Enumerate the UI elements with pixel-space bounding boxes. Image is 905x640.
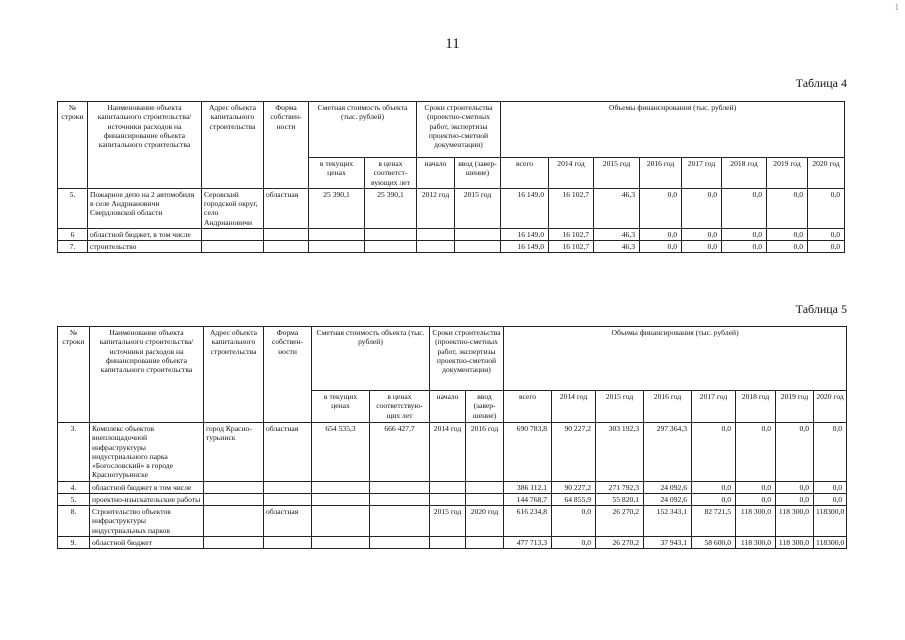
cell-y2020: 0,0 bbox=[814, 493, 847, 505]
cell-y2016: 152 343,1 bbox=[644, 506, 692, 537]
cell-address bbox=[204, 506, 264, 537]
cell-start bbox=[430, 493, 466, 505]
header-2016: 2016 год bbox=[640, 158, 682, 189]
cell-end bbox=[455, 228, 501, 240]
cell-y2019: 0,0 bbox=[776, 493, 814, 505]
cell-y2020: 0,0 bbox=[814, 481, 847, 493]
cell-name: Пожарное депо на 2 автомобиля в селе Андриановичи Свердловской области bbox=[88, 188, 202, 228]
cell-est-prices bbox=[365, 228, 417, 240]
cell-address bbox=[202, 228, 264, 240]
table-5-body bbox=[58, 423, 847, 549]
cell-end: 2016 год bbox=[466, 423, 504, 482]
cell-address: город Красно-турьинск bbox=[204, 423, 264, 482]
cell-total: 16 149,0 bbox=[501, 188, 549, 228]
cell-y2019: 118 300,0 bbox=[776, 506, 814, 537]
cell-y2015: 55 820,1 bbox=[596, 493, 644, 505]
header-2018: 2018 год bbox=[722, 158, 767, 189]
header-name: Наименование объекта капитального строительства/ источники расходов на финансирование объекта капитального строительства bbox=[88, 102, 202, 189]
table-4-header bbox=[58, 102, 845, 189]
cell-y2020: 0,0 bbox=[808, 241, 845, 253]
cell-num: 4. bbox=[58, 481, 90, 493]
cell-y2019: 0,0 bbox=[776, 481, 814, 493]
table-5-caption: Таблица 5 bbox=[795, 302, 847, 316]
cell-y2014: 64 855,9 bbox=[552, 493, 596, 505]
cell-end bbox=[455, 241, 501, 253]
table-4-caption: Таблица 4 bbox=[795, 76, 847, 90]
cell-y2018: 118 300,0 bbox=[736, 506, 776, 537]
cell-y2020: 0,0 bbox=[814, 423, 847, 482]
cell-address bbox=[204, 481, 264, 493]
cell-end bbox=[466, 493, 504, 505]
header-2020: 2020 год bbox=[814, 391, 847, 423]
page-number: 11 bbox=[445, 36, 460, 52]
cell-start: 2014 год bbox=[430, 423, 466, 482]
cell-y2015: 46,3 bbox=[594, 241, 640, 253]
cell-y2018: 0,0 bbox=[736, 493, 776, 505]
cell-y2019: 0,0 bbox=[767, 188, 808, 228]
header-est-prices: в ценах соответст-вующих лет bbox=[365, 158, 417, 189]
header-address: Адрес объекта капитального строительства bbox=[204, 327, 264, 423]
header-2019: 2019 год bbox=[767, 158, 808, 189]
cell-total: 16 149,0 bbox=[501, 228, 549, 240]
cell-y2014: 0,0 bbox=[552, 536, 596, 548]
cell-est-current: 654 535,3 bbox=[312, 423, 370, 482]
cell-ownership bbox=[264, 241, 309, 253]
header-2016: 2016 год bbox=[644, 391, 692, 423]
table-4 bbox=[57, 101, 845, 253]
header-2014: 2014 год bbox=[552, 391, 596, 423]
cell-y2015: 46,3 bbox=[594, 228, 640, 240]
cell-total: 144 768,7 bbox=[504, 493, 552, 505]
header-2018: 2018 год bbox=[736, 391, 776, 423]
header-name: Наименование объекта капитального строительства/ источники расходов на финансирование объекта капитального строительства bbox=[90, 327, 204, 423]
cell-ownership bbox=[264, 228, 309, 240]
cell-address bbox=[202, 241, 264, 253]
header-address: Адрес объекта капитального строительства bbox=[202, 102, 264, 189]
cell-ownership bbox=[264, 536, 312, 548]
table-5 bbox=[57, 326, 847, 549]
header-ownership: Форма собствен-ности bbox=[264, 327, 312, 423]
cell-y2017: 0,0 bbox=[682, 228, 722, 240]
cell-ownership: областная bbox=[264, 423, 312, 482]
cell-est-prices bbox=[370, 506, 430, 537]
cell-est-prices bbox=[370, 536, 430, 548]
cell-y2018: 0,0 bbox=[736, 423, 776, 482]
cell-start: 2015 год bbox=[430, 506, 466, 537]
cell-est-current bbox=[312, 493, 370, 505]
cell-y2018: 0,0 bbox=[722, 228, 767, 240]
header-start: начало bbox=[417, 158, 455, 189]
table-4-body bbox=[58, 188, 845, 253]
cell-y2014: 90 227,2 bbox=[552, 481, 596, 493]
cell-y2020: 118300,0 bbox=[814, 506, 847, 537]
cell-y2014: 0,0 bbox=[552, 506, 596, 537]
cell-start: 2012 год bbox=[417, 188, 455, 228]
cell-y2016: 0,0 bbox=[640, 241, 682, 253]
cell-est-current bbox=[309, 228, 365, 240]
cell-y2014: 16 102,7 bbox=[549, 241, 594, 253]
cell-total: 616 234,8 bbox=[504, 506, 552, 537]
cell-ownership: областная bbox=[264, 188, 309, 228]
cell-num: 5. bbox=[58, 188, 88, 228]
cell-end bbox=[466, 481, 504, 493]
cell-y2018: 0,0 bbox=[736, 481, 776, 493]
header-est-current: в текущих ценах bbox=[312, 391, 370, 423]
cell-ownership: областная bbox=[264, 506, 312, 537]
header-2015: 2015 год bbox=[596, 391, 644, 423]
cell-y2015: 271 792,3 bbox=[596, 481, 644, 493]
header-funding: Объемы финансирования (тыс. рублей) bbox=[504, 327, 847, 391]
cell-name: строительство bbox=[88, 241, 202, 253]
cell-y2017: 82 721,5 bbox=[692, 506, 736, 537]
header-2017: 2017 год bbox=[692, 391, 736, 423]
table-row bbox=[58, 188, 845, 228]
header-end: ввод (завер-шение) bbox=[455, 158, 501, 189]
cell-total: 16 149,0 bbox=[501, 241, 549, 253]
cell-num: 3. bbox=[58, 423, 90, 482]
cell-ownership bbox=[264, 493, 312, 505]
cell-total: 690 783,8 bbox=[504, 423, 552, 482]
header-estimate: Сметная стоимость объекта (тыс. рублей) bbox=[309, 102, 417, 158]
cell-y2015: 26 270,2 bbox=[596, 506, 644, 537]
cell-y2019: 0,0 bbox=[776, 423, 814, 482]
cell-y2017: 0,0 bbox=[682, 188, 722, 228]
cell-y2020: 0,0 bbox=[808, 188, 845, 228]
cell-est-current bbox=[312, 506, 370, 537]
cell-num: 9. bbox=[58, 536, 90, 548]
table-5-header bbox=[58, 327, 847, 423]
table-row bbox=[58, 423, 847, 482]
cell-y2016: 0,0 bbox=[640, 228, 682, 240]
cell-y2017: 0,0 bbox=[682, 241, 722, 253]
cell-num: 6 bbox=[58, 228, 88, 240]
table-row bbox=[58, 536, 847, 548]
cell-name: областной бюджет в том числе bbox=[90, 481, 204, 493]
cell-y2015: 46,3 bbox=[594, 188, 640, 228]
cell-address: Серовский городской округ, село Андриановичи bbox=[202, 188, 264, 228]
header-terms: Сроки строительства (проектно-сметных работ, экспертизы проектно-сметной документации) bbox=[430, 327, 504, 391]
cell-y2019: 0,0 bbox=[767, 241, 808, 253]
cell-est-prices: 666 427,7 bbox=[370, 423, 430, 482]
header-ownership: Форма собствен-ности bbox=[264, 102, 309, 189]
cell-y2016: 37 943,1 bbox=[644, 536, 692, 548]
cell-est-prices bbox=[370, 481, 430, 493]
header-total: всего bbox=[501, 158, 549, 189]
cell-y2017: 0,0 bbox=[692, 481, 736, 493]
cell-start bbox=[417, 241, 455, 253]
header-2014: 2014 год bbox=[549, 158, 594, 189]
cell-ownership bbox=[264, 481, 312, 493]
header-est-current: в текущих ценах bbox=[309, 158, 365, 189]
cell-est-current bbox=[312, 536, 370, 548]
cell-start bbox=[430, 536, 466, 548]
header-est-prices: в ценах соответствую-щих лет bbox=[370, 391, 430, 423]
table-row bbox=[58, 493, 847, 505]
table-row bbox=[58, 481, 847, 493]
cell-y2018: 118 300,0 bbox=[736, 536, 776, 548]
cell-end: 2015 год bbox=[455, 188, 501, 228]
header-total: всего bbox=[504, 391, 552, 423]
cell-y2018: 0,0 bbox=[722, 188, 767, 228]
cell-start bbox=[430, 481, 466, 493]
cell-name: Комплекс объектов внеплощадочной инфраструктуры индустриального парка «Богословский» в городе Краснотурьинске bbox=[90, 423, 204, 482]
header-funding: Объемы финансирования (тыс. рублей) bbox=[501, 102, 845, 158]
table-row bbox=[58, 228, 845, 240]
corner-mark: 1 bbox=[894, 2, 899, 12]
header-num: № строки bbox=[58, 327, 90, 423]
cell-total: 386 112,1 bbox=[504, 481, 552, 493]
cell-est-current bbox=[312, 481, 370, 493]
cell-y2018: 0,0 bbox=[722, 241, 767, 253]
cell-total: 477 713,3 bbox=[504, 536, 552, 548]
cell-name: Строительство объектов инфраструктуры индустриальных парков bbox=[90, 506, 204, 537]
cell-y2020: 118300,0 bbox=[814, 536, 847, 548]
cell-num: 5. bbox=[58, 493, 90, 505]
cell-y2016: 297 364,3 bbox=[644, 423, 692, 482]
header-estimate: Сметная стоимость объекта (тыс. рублей) bbox=[312, 327, 430, 391]
cell-end: 2020 год bbox=[466, 506, 504, 537]
cell-y2016: 0,0 bbox=[640, 188, 682, 228]
cell-y2014: 90 227,2 bbox=[552, 423, 596, 482]
cell-y2014: 16 102,7 bbox=[549, 228, 594, 240]
header-start: начало bbox=[430, 391, 466, 423]
table-row bbox=[58, 241, 845, 253]
cell-address bbox=[204, 493, 264, 505]
cell-y2016: 24 092,6 bbox=[644, 481, 692, 493]
cell-y2015: 26 270,2 bbox=[596, 536, 644, 548]
header-num: № строки bbox=[58, 102, 88, 189]
header-2020: 2020 год bbox=[808, 158, 845, 189]
cell-est-prices bbox=[370, 493, 430, 505]
header-2019: 2019 год bbox=[776, 391, 814, 423]
cell-y2016: 24 092,6 bbox=[644, 493, 692, 505]
cell-num: 8. bbox=[58, 506, 90, 537]
header-terms: Сроки строительства (проектно-сметных работ, экспертизы проектно-сметной документации) bbox=[417, 102, 501, 158]
header-2017: 2017 год bbox=[682, 158, 722, 189]
cell-y2019: 0,0 bbox=[767, 228, 808, 240]
cell-y2020: 0,0 bbox=[808, 228, 845, 240]
cell-address bbox=[204, 536, 264, 548]
cell-y2014: 16 102,7 bbox=[549, 188, 594, 228]
cell-end bbox=[466, 536, 504, 548]
cell-name: областной бюджет bbox=[90, 536, 204, 548]
cell-est-prices bbox=[365, 241, 417, 253]
cell-est-current bbox=[309, 241, 365, 253]
cell-name: областной бюджет, в том числе bbox=[88, 228, 202, 240]
header-end: ввод (завер-шение) bbox=[466, 391, 504, 423]
cell-y2017: 0,0 bbox=[692, 423, 736, 482]
cell-num: 7. bbox=[58, 241, 88, 253]
header-2015: 2015 год bbox=[594, 158, 640, 189]
cell-y2015: 303 192,3 bbox=[596, 423, 644, 482]
cell-est-current: 25 390,1 bbox=[309, 188, 365, 228]
cell-y2017: 0,0 bbox=[692, 493, 736, 505]
cell-start bbox=[417, 228, 455, 240]
cell-name: проектно-изыскательские работы bbox=[90, 493, 204, 505]
cell-est-prices: 25 390,1 bbox=[365, 188, 417, 228]
cell-y2019: 118 300,0 bbox=[776, 536, 814, 548]
cell-y2017: 58 600,0 bbox=[692, 536, 736, 548]
table-row bbox=[58, 506, 847, 537]
